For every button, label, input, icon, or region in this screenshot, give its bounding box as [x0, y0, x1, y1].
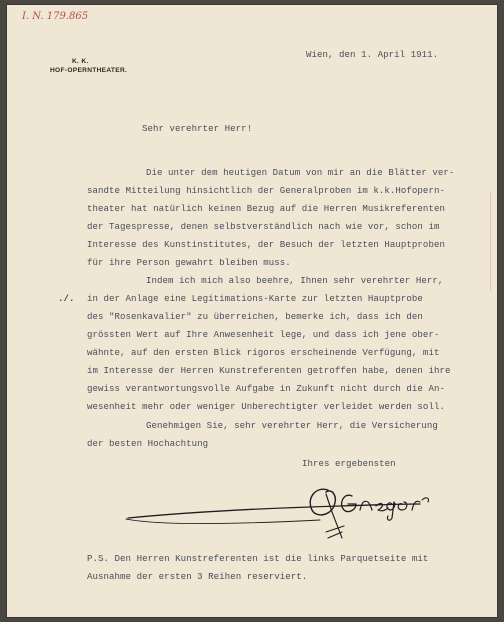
enclosure-mark: ./.: [58, 293, 75, 304]
body-line: im Interesse der Herren Kunstreferenten getroffen habe, denen ihre: [87, 365, 451, 376]
salutation: Sehr verehrter Herr!: [142, 123, 253, 134]
archive-reference: I. N. 179.865: [22, 11, 89, 22]
body-line: wesenheit mehr oder weniger Unberechtigter verleidet werden soll.: [87, 401, 445, 412]
closing-line: der besten Hochachtung: [87, 438, 209, 449]
body-line: wähnte, auf den ersten Blick rigoros erscheinende Verfügung, mit: [87, 347, 440, 358]
body-line: theater hat natürlich keinen Bezug auf die Herren Musikreferenten: [87, 203, 445, 214]
body-line: sandte Mitteilung hinsichtlich der Generalproben im k.k.Hofopern-: [87, 185, 445, 196]
body-line: Interesse des Kunstinstitutes, der Besuch der letzten Hauptproben: [87, 239, 445, 250]
letterhead-line-1: K. K.: [72, 58, 89, 65]
body-line: gewiss verantwortungsvolle Aufgabe in Zukunft nicht durch die An-: [87, 383, 445, 394]
body-line: für ihre Person gewahrt bleiben muss.: [87, 257, 291, 268]
body-line: des "Rosenkavalier" zu überreichen, bemerke ich, dass ich den: [87, 311, 423, 322]
body-line: grössten Wert auf Ihre Anwesenheit lege, und dass ich jene ober-: [87, 329, 440, 340]
handwritten-signature: [120, 482, 450, 550]
date-line: Wien, den 1. April 1911.: [306, 49, 439, 60]
body-line: Die unter dem heutigen Datum von mir an die Blätter ver-: [146, 167, 455, 178]
letterhead-line-2: HOF-OPERNTHEATER.: [50, 67, 128, 74]
postscript-line: Ausnahme der ersten 3 Reihen reserviert.: [87, 571, 308, 582]
body-line: der Tagespresse, denen selbstverständlich nach wie vor, schon im: [87, 221, 440, 232]
postscript-line: P.S. Den Herren Kunstreferenten ist die links Parquetseite mit: [87, 553, 429, 564]
closing-line: Genehmigen Sie, sehr verehrter Herr, die Versicherung: [146, 420, 438, 431]
body-line: in der Anlage eine Legitimations-Karte zur letzten Hauptprobe: [87, 293, 423, 304]
paper-crease: [490, 191, 491, 291]
body-line: Indem ich mich also beehre, Ihnen sehr verehrter Herr,: [146, 275, 444, 286]
valediction: Ihres ergebensten: [302, 458, 396, 469]
